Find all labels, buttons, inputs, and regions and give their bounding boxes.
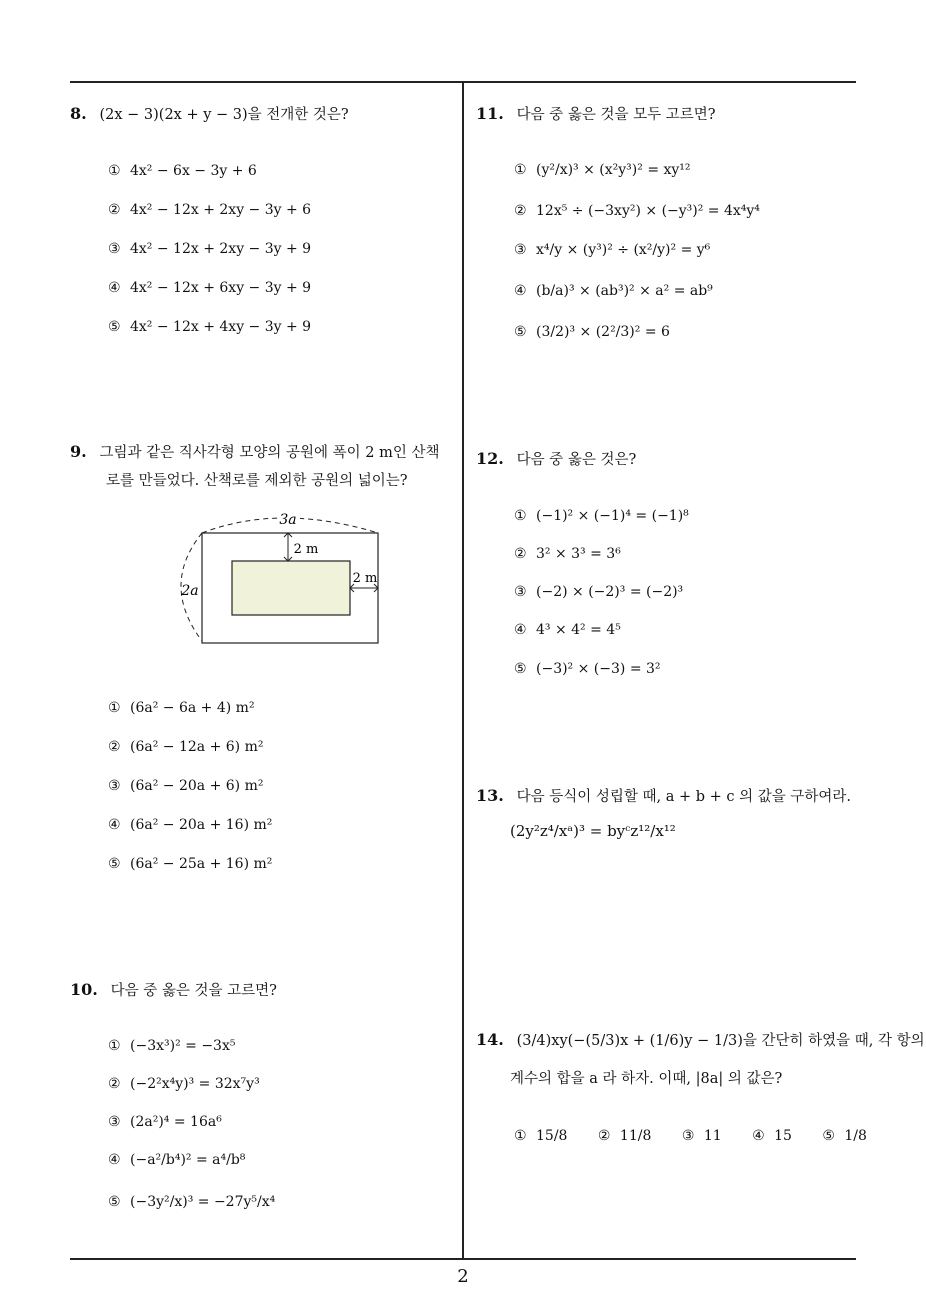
option-text: (−2) × (−2)³ = (−2)³ [536,584,684,600]
option-mark: ④ [108,280,121,296]
q13-equation: (2y²z⁴/xᵃ)³ = byᶜz¹²/x¹² [510,822,676,840]
question-stem-line1: 그림과 같은 직사각형 모양의 공원에 폭이 2 m인 산책 [99,445,440,461]
q14-options [514,1128,893,1144]
q10-option-5[interactable] [108,1194,275,1210]
park-figure [170,505,390,655]
q10-option-4[interactable] [108,1152,245,1168]
option-text: 3² × 3³ = 3⁶ [536,546,621,562]
q10-option-3[interactable] [108,1114,222,1130]
question-stem: 다음 등식이 성립할 때, a + b + c 의 값을 구하여라. [516,789,852,805]
option-mark: ⑤ [108,856,121,872]
q8-option-3[interactable] [108,241,311,257]
q14-option-1[interactable] [514,1128,567,1144]
option-text: (6a² − 6a + 4) m² [130,700,255,716]
q9-option-4[interactable] [108,817,272,833]
option-text: 15/8 [536,1128,568,1144]
option-text: (6a² − 20a + 16) m² [130,817,273,833]
option-text: (−3x³)² = −3x⁵ [130,1038,236,1054]
option-text: (6a² − 20a + 6) m² [130,778,264,794]
q8-option-4[interactable] [108,280,311,296]
q11-option-2[interactable] [514,203,760,219]
question-stem: 다음 중 옳은 것을 고르면? [110,983,277,999]
q9-option-1[interactable] [108,700,255,716]
question-number: 8. [70,104,87,123]
q11-option-3[interactable] [514,242,710,258]
option-mark: ④ [514,283,527,299]
question-stem-line2: 계수의 합을 a 라 하자. 이때, |8a| 의 값은? [510,1071,783,1087]
option-text: (b/a)³ × (ab³)² × a² = ab⁹ [536,283,713,299]
option-text: 4x² − 6x − 3y + 6 [130,163,257,179]
q12-option-3[interactable] [514,584,683,600]
option-mark: ③ [681,1128,695,1144]
option-text: (6a² − 12a + 6) m² [130,739,264,755]
label-3a: 3a [279,512,297,528]
option-mark: ③ [108,241,121,257]
option-text: (−3)² × (−3) = 3² [536,661,661,677]
option-mark: ③ [108,778,121,794]
question-number: 9. [70,442,87,461]
label-2m-right: 2 m [352,571,378,586]
option-mark: ① [108,1038,121,1054]
option-mark: ⑤ [108,319,121,335]
option-mark: ② [514,546,527,562]
option-mark: ① [514,162,527,178]
option-mark: ⑤ [822,1128,835,1144]
option-text: (−2²x⁴y)³ = 32x⁷y³ [130,1076,260,1092]
q12-option-2[interactable] [514,546,621,562]
option-text: 1/8 [844,1128,867,1144]
page-number: 2 [457,1266,469,1287]
option-mark: ② [108,202,121,218]
question-stem: 다음 중 옳은 것을 모두 고르면? [516,107,716,123]
option-mark: ② [108,1076,121,1092]
option-text: 4x² − 12x + 2xy − 3y + 6 [130,202,312,218]
q9-option-5[interactable] [108,856,272,872]
question-11 [476,100,716,129]
question-12 [476,445,636,474]
q12-option-5[interactable] [514,661,661,677]
q12-option-4[interactable] [514,622,621,638]
q11-option-1[interactable] [514,162,691,178]
question-9-cont [106,466,408,495]
q11-option-5[interactable] [514,324,670,340]
option-mark: ② [514,203,527,219]
option-mark: ① [108,700,121,716]
option-text: (2a²)⁴ = 16a⁶ [130,1114,222,1130]
option-mark: ⑤ [108,1194,121,1210]
q14-option-4[interactable] [752,1128,792,1144]
option-text: 4x² − 12x + 2xy − 3y + 9 [130,241,312,257]
option-text: (−3y²/x)³ = −27y⁵/x⁴ [130,1194,276,1210]
q14-option-2[interactable] [598,1128,651,1144]
option-mark: ③ [514,242,527,258]
option-text: 4x² − 12x + 4xy − 3y + 9 [130,319,312,335]
label-2a: 2a [181,583,199,599]
q10-option-1[interactable] [108,1038,235,1054]
option-text: 11 [703,1128,722,1144]
option-mark: ④ [514,622,527,638]
option-mark: ② [597,1128,611,1144]
column-divider [462,83,464,1259]
q14-option-3[interactable] [682,1128,722,1144]
option-mark: ① [108,163,121,179]
q8-option-1[interactable] [108,163,257,179]
option-mark: ⑤ [514,324,527,340]
option-mark: ③ [108,1114,121,1130]
question-13 [476,782,851,811]
question-8 [70,100,349,129]
option-mark: ⑤ [514,661,527,677]
q9-option-3[interactable] [108,778,263,794]
option-mark: ④ [108,1152,121,1168]
question-14-cont [510,1064,782,1093]
q10-option-2[interactable] [108,1076,260,1092]
question-number: 10. [70,980,98,999]
question-number: 14. [476,1030,504,1049]
option-text: (−a²/b⁴)² = a⁴/b⁸ [130,1152,246,1168]
option-mark: ④ [108,817,121,833]
question-number: 12. [476,449,504,468]
question-14 [476,1026,925,1055]
q11-option-4[interactable] [514,283,713,299]
option-mark: ③ [514,584,527,600]
option-mark: ② [108,739,121,755]
question-number: 11. [476,104,504,123]
option-mark: ① [514,508,527,524]
q8-option-2[interactable] [108,202,311,218]
q14-option-5[interactable] [822,1128,867,1144]
option-text: 4x² − 12x + 6xy − 3y + 9 [130,280,312,296]
option-text: x⁴/y × (y³)² ÷ (x²/y)² = y⁶ [536,242,711,258]
question-stem-line1: (3/4)xy(−(5/3)x + (1/6)y − 1/3)을 간단히 하였을 때, 각 항의 [516,1033,925,1049]
label-2m-top: 2 m [293,542,319,557]
question-stem-line2: 로를 만들었다. 산책로를 제외한 공원의 넓이는? [106,473,408,489]
q9-option-2[interactable] [108,739,263,755]
question-9 [70,438,439,467]
option-text: 15 [774,1128,792,1144]
question-stem: 다음 중 옳은 것은? [516,452,637,468]
q8-option-5[interactable] [108,319,311,335]
option-text: (y²/x)³ × (x²y³)² = xy¹² [536,162,691,178]
question-number: 13. [476,786,504,805]
question-10 [70,976,277,1005]
option-text: 4³ × 4² = 4⁵ [536,622,621,638]
option-text: 12x⁵ ÷ (−3xy²) × (−y³)² = 4x⁴y⁴ [536,203,760,219]
option-text: (6a² − 25a + 16) m² [130,856,273,872]
option-mark: ④ [752,1128,765,1144]
option-text: 11/8 [619,1128,652,1144]
question-stem: (2x − 3)(2x + y − 3)을 전개한 것은? [99,107,349,123]
q12-option-1[interactable] [514,508,689,524]
inner-rectangle [232,561,350,615]
option-text: (3/2)³ × (2²/3)² = 6 [536,324,670,340]
option-text: (−1)² × (−1)⁴ = (−1)⁸ [536,508,689,524]
option-mark: ① [514,1128,527,1144]
